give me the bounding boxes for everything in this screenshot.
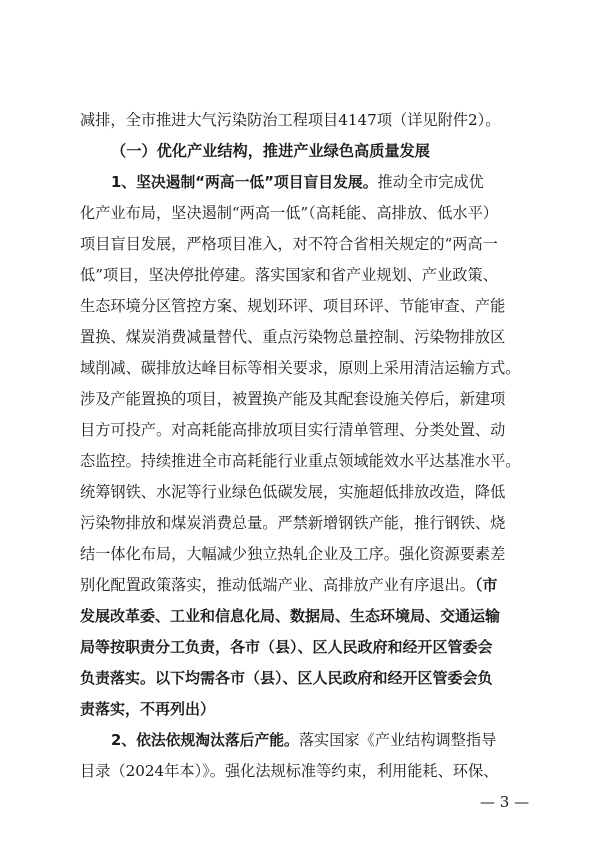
paragraph-1-lead: 1、坚决遏制“两高一低”项目盲目发展。	[111, 174, 378, 191]
text-line-mixed	[80, 575, 525, 595]
section-heading: （一）优化产业结构，推进产业绿色高质量发展	[111, 142, 430, 160]
paragraph-1-text: 推动全市完成优	[377, 173, 484, 191]
text-line: 项目盲目发展，严格项目准入，对不符合省相关规定的“两高一	[80, 235, 498, 253]
text-line: 化产业布局，坚决遏制“两高一低”（高耗能、高排放、低水平）	[80, 204, 498, 222]
page-number: — 3 —	[480, 793, 530, 811]
text-line: 污染物排放和煤炭消费总量。严禁新增钢铁产能，推行钢铁、烧	[80, 514, 506, 532]
paragraph-1-first-line	[111, 172, 525, 192]
responsibility-note-line: 发展改革委、工业和信息化局、数据局、生态环境局、交通运输	[80, 607, 501, 625]
paragraph-2-lead: 2、依法依规淘汰落后产能。	[111, 732, 299, 749]
text-line: 统筹钢铁、水泥等行业绿色低碳发展，实施超低排放改造，降低	[80, 483, 506, 501]
text-line: 减排，全市推进大气污染防治工程项目4147项（详见附件2）。	[80, 111, 501, 129]
responsibility-note-line: 负责落实。以下均需各市（县）、区人民政府和经开区管委会负	[80, 669, 493, 687]
responsibility-note-line: 责落实，不再列出）	[80, 700, 216, 718]
text-line: 目方可投产。对高耗能高排放项目实行清单管理、分类处置、动	[80, 421, 506, 439]
text-line: 低”项目，坚决停批停建。落实国家和省产业规划、产业政策、	[80, 266, 498, 284]
paragraph-2-text: 落实国家《产业结构调整指导	[298, 731, 497, 749]
text-line: 置换、煤炭消费减量替代、重点污染物总量控制、污染物排放区	[80, 328, 506, 346]
responsibility-note-start: （市	[474, 576, 498, 594]
paragraph-2-first-line	[111, 730, 525, 750]
text-line: 结一体化布局，大幅减少独立热轧企业及工序。强化资源要素差	[80, 545, 506, 563]
text-line: 域削减、碳排放达峰目标等相关要求，原则上采用清洁运输方式。	[80, 359, 521, 377]
text-segment: 别化配置政策落实，推动低端产业、高排放产业有序退出。	[80, 576, 475, 594]
text-line: 生态环境分区管控方案、规划环评、项目环评、节能审查、产能	[80, 297, 506, 315]
responsibility-note-line: 局等按职责分工负责，各市（县）、区人民政府和经开区管委会	[80, 638, 493, 656]
text-line: 涉及产能置换的项目，被置换产能及其配套设施关停后，新建项	[80, 390, 506, 408]
text-line: 目录（2024年本）》。强化法规标准等约束，利用能耗、环保、	[80, 762, 499, 780]
text-line: 态监控。持续推进全市高耗能行业重点领域能效水平达基准水平。	[80, 452, 521, 470]
